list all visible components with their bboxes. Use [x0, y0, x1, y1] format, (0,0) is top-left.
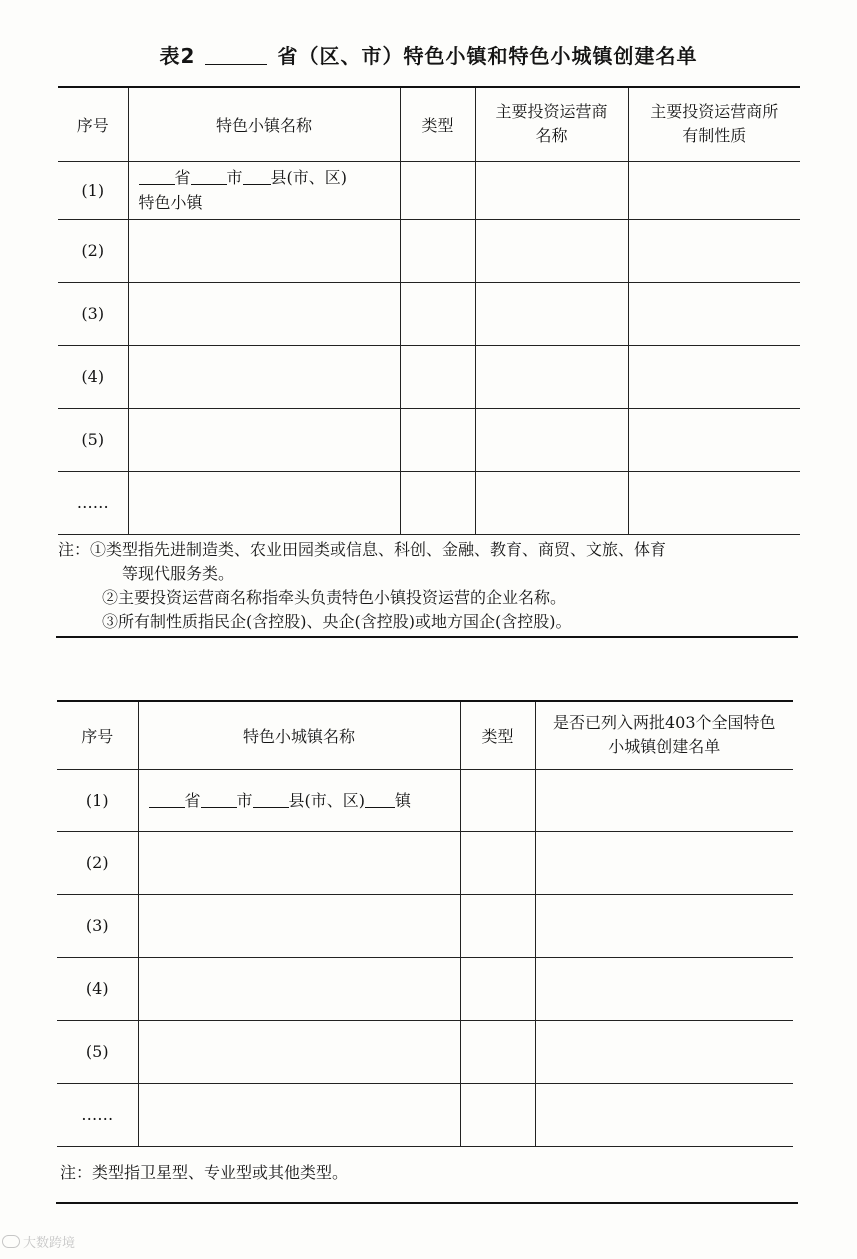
note-1-continued: 等现代服务类。: [122, 564, 235, 583]
row-index: (4): [57, 957, 138, 1020]
list-status-cell: [535, 769, 793, 831]
header-index: 序号: [58, 87, 128, 161]
town-name-cell: [128, 219, 400, 282]
header-type: 类型: [460, 701, 535, 769]
header-type: 类型: [400, 87, 475, 161]
header-ownership-text: 主要投资运营商所有制性质: [650, 102, 779, 146]
table-row: [58, 471, 800, 534]
list-status-cell: [535, 957, 793, 1020]
table-row: [58, 219, 800, 282]
ownership-cell: [628, 219, 800, 282]
row-index: ……: [57, 1083, 138, 1146]
operator-cell: [475, 219, 628, 282]
ownership-cell: [628, 408, 800, 471]
town-name-cell: [128, 345, 400, 408]
table-row: [57, 769, 793, 831]
town-name-template: [128, 161, 400, 219]
divider: [56, 636, 798, 638]
type-cell: [400, 161, 475, 219]
row-index: (3): [57, 894, 138, 957]
county-label: 县(市、区): [270, 168, 348, 187]
list-status-cell: [535, 1020, 793, 1083]
table-row: [57, 957, 793, 1020]
type-cell: [460, 894, 535, 957]
watermark-logo-icon: [2, 1235, 20, 1248]
operator-cell: [475, 161, 628, 219]
blank: [191, 166, 227, 185]
row-index: (2): [58, 219, 128, 282]
blank: [365, 789, 395, 808]
table-row: [57, 831, 793, 894]
province-label: 省: [184, 790, 201, 810]
note-1: ①类型指先进制造类、农业田园类或信息、科创、金融、教育、商贸、文旅、体育: [90, 540, 667, 559]
operator-cell: [475, 345, 628, 408]
blank: [243, 166, 271, 185]
type-cell: [460, 831, 535, 894]
table1-notes: [58, 538, 800, 634]
table-row: [58, 161, 800, 219]
blank: [253, 789, 289, 808]
row-index: (2): [57, 831, 138, 894]
type-cell: [460, 1020, 535, 1083]
ownership-cell: [628, 282, 800, 345]
header-operator-name-text: 主要投资运营商名称: [495, 102, 608, 146]
small-town-table: [57, 700, 793, 1147]
table-header-row: [57, 701, 793, 769]
row-index: ……: [58, 471, 128, 534]
type-cell: [400, 471, 475, 534]
blank: [149, 789, 185, 808]
small-town-name-template: [138, 769, 460, 831]
watermark: [2, 1232, 75, 1251]
row-index: (5): [58, 408, 128, 471]
ownership-cell: [628, 471, 800, 534]
note-2: ②主要投资运营商名称指牵头负责特色小镇投资运营的企业名称。: [102, 588, 567, 607]
type-cell: [460, 957, 535, 1020]
ownership-cell: [628, 161, 800, 219]
city-label: 市: [236, 790, 253, 810]
type-cell: [400, 219, 475, 282]
note-3: ③所有制性质指民企(含控股)、央企(含控股)或地方国企(含控股)。: [102, 612, 572, 631]
row-index: (1): [58, 161, 128, 219]
list-status-cell: [535, 1083, 793, 1146]
table-number: 表2: [159, 44, 196, 68]
type-cell: [460, 1083, 535, 1146]
table-row: [57, 894, 793, 957]
header-index: 序号: [57, 701, 138, 769]
small-town-name-cell: [138, 831, 460, 894]
header-operator-name: [475, 87, 628, 161]
blank: [139, 166, 175, 185]
table-row: [57, 1020, 793, 1083]
list-status-cell: [535, 831, 793, 894]
row-index: (4): [58, 345, 128, 408]
title-blank: [205, 64, 267, 65]
note-prefix: 注：: [58, 540, 91, 559]
watermark-text: 大数跨境: [23, 1236, 76, 1251]
town-name-cell: [128, 408, 400, 471]
table-row: [57, 1083, 793, 1146]
small-town-name-cell: [138, 894, 460, 957]
header-ownership: [628, 87, 800, 161]
header-small-town-name: 特色小城镇名称: [138, 701, 460, 769]
table-row: [58, 345, 800, 408]
city-label: 市: [226, 168, 243, 187]
divider: [56, 1202, 798, 1204]
blank: [201, 789, 237, 808]
province-label: 省: [174, 168, 191, 187]
table2-note: 注：类型指卫星型、专业型或其他类型。: [60, 1163, 349, 1182]
small-town-name-cell: [138, 957, 460, 1020]
town-label: 镇: [395, 790, 412, 810]
town-name-line2: 特色小镇: [138, 193, 203, 212]
town-name-cell: [128, 282, 400, 345]
small-town-name-cell: [138, 1020, 460, 1083]
ownership-cell: [628, 345, 800, 408]
operator-cell: [475, 282, 628, 345]
type-cell: [400, 282, 475, 345]
type-cell: [400, 408, 475, 471]
document-title: [0, 40, 857, 69]
table-row: [58, 282, 800, 345]
table-row: [58, 408, 800, 471]
row-index: (3): [58, 282, 128, 345]
title-text: 省（区、市）特色小镇和特色小城镇创建名单: [277, 44, 698, 68]
row-index: (1): [57, 769, 138, 831]
operator-cell: [475, 471, 628, 534]
header-national-list-text: 是否已列入两批403个全国特色小城镇创建名单: [552, 713, 776, 757]
type-cell: [400, 345, 475, 408]
header-town-name: 特色小镇名称: [128, 87, 400, 161]
operator-cell: [475, 408, 628, 471]
list-status-cell: [535, 894, 793, 957]
town-name-line1: [139, 165, 400, 190]
note-line: [58, 538, 800, 562]
row-index: (5): [57, 1020, 138, 1083]
header-national-list: [535, 701, 793, 769]
town-table: [58, 86, 800, 535]
table-header-row: [58, 87, 800, 161]
type-cell: [460, 769, 535, 831]
county-label: 县(市、区): [288, 790, 366, 810]
town-name-cell: [128, 471, 400, 534]
small-town-name-cell: [138, 1083, 460, 1146]
